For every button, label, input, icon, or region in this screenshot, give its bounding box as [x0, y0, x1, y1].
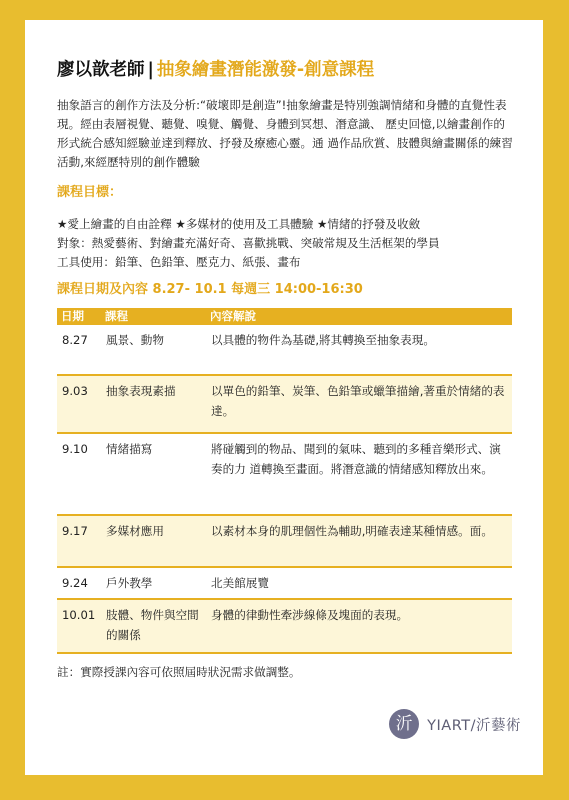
cell-course: 戶外教學 [101, 567, 206, 599]
schedule-table [57, 308, 512, 654]
cell-course: 肢體、物件與空間的關係 [101, 599, 206, 653]
logo-text: YIART/沂藝術 [427, 717, 521, 734]
cell-date: 9.10 [57, 433, 101, 515]
table-row [57, 325, 512, 375]
column-header-date: 日期 [57, 308, 101, 325]
table-row [57, 515, 512, 567]
cell-description: 以具體的物件為基礎,將其轉換至抽象表現。 [206, 325, 512, 375]
cell-description: 以素材本身的肌理個性為輔助,明確表達某種情感。面。 [206, 515, 512, 567]
cell-course: 抽象表現素描 [101, 375, 206, 433]
cell-date: 10.01 [57, 599, 101, 653]
cell-course: 情緒描寫 [101, 433, 206, 515]
course-title: 抽象繪畫潛能激發-創意課程 [156, 60, 375, 80]
goals-heading: 課程目標： [57, 185, 123, 200]
title-separator: | [147, 60, 154, 80]
cell-course: 多媒材應用 [101, 515, 206, 567]
cell-date: 9.03 [57, 375, 101, 433]
audience-line: 對象：熱愛藝術、對繪畫充滿好奇、喜歡挑戰、突破常規及生活框架的學員 [57, 236, 440, 250]
table-row [57, 599, 512, 653]
goals-block [57, 215, 514, 272]
column-header-course: 課程 [101, 308, 206, 325]
cell-description: 北美館展覽 [206, 567, 512, 599]
schedule-heading: 課程日期及內容 8.27- 10.1 每週三 14:00-16:30 [57, 282, 363, 297]
footnote: 註：實際授課內容可依照屆時狀況需求做調整。 [57, 665, 301, 679]
tools-line: 工具使用：鉛筆、色鉛筆、壓克力、紙張、畫布 [57, 255, 301, 269]
intro-paragraph: 抽象語言的創作方法及分析:“破壞即是創造”!抽象繪畫是特別強調情緒和身體的直覺性表現。經由表層視覺、聽覺、嗅覺、觸覺、身體到冥想、潛意識、 歷史回憶,以繪畫創作的形式統合感知經驗並達到釋放、抒發及療癒心靈。通 過作品欣賞、肢體與繪畫關係的練習活動,來經歷特別的創作體驗 [57, 98, 513, 169]
table-row [57, 433, 512, 515]
yiart-logo [389, 709, 521, 739]
column-header-description: 內容解說 [206, 308, 512, 325]
cell-date: 9.17 [57, 515, 101, 567]
goals-line: ★愛上繪畫的自由詮釋 ★多媒材的使用及工具體驗 ★情緒的抒發及收斂 [57, 217, 421, 231]
cell-course: 風景、動物 [101, 325, 206, 375]
cell-description: 以單色的鉛筆、炭筆、色鉛筆或蠟筆描繪,著重於情緒的表 達。 [206, 375, 512, 433]
table-row [57, 375, 512, 433]
table-row [57, 567, 512, 599]
teacher-name: 廖以歆老師 [57, 60, 145, 80]
cell-date: 9.24 [57, 567, 101, 599]
cell-date: 8.27 [57, 325, 101, 375]
cell-description: 將碰觸到的物品、聞到的氣味、聽到的多種音樂形式、演奏的力 道轉換至畫面。將潛意識的情緒感知釋放出來。 [206, 433, 512, 515]
page-title [57, 56, 514, 84]
schedule-table-header [57, 308, 512, 325]
logo-mark-icon: 沂 [389, 709, 419, 739]
document-page [25, 20, 543, 775]
cell-description: 身體的律動性牽涉線條及塊面的表現。 [206, 599, 512, 653]
